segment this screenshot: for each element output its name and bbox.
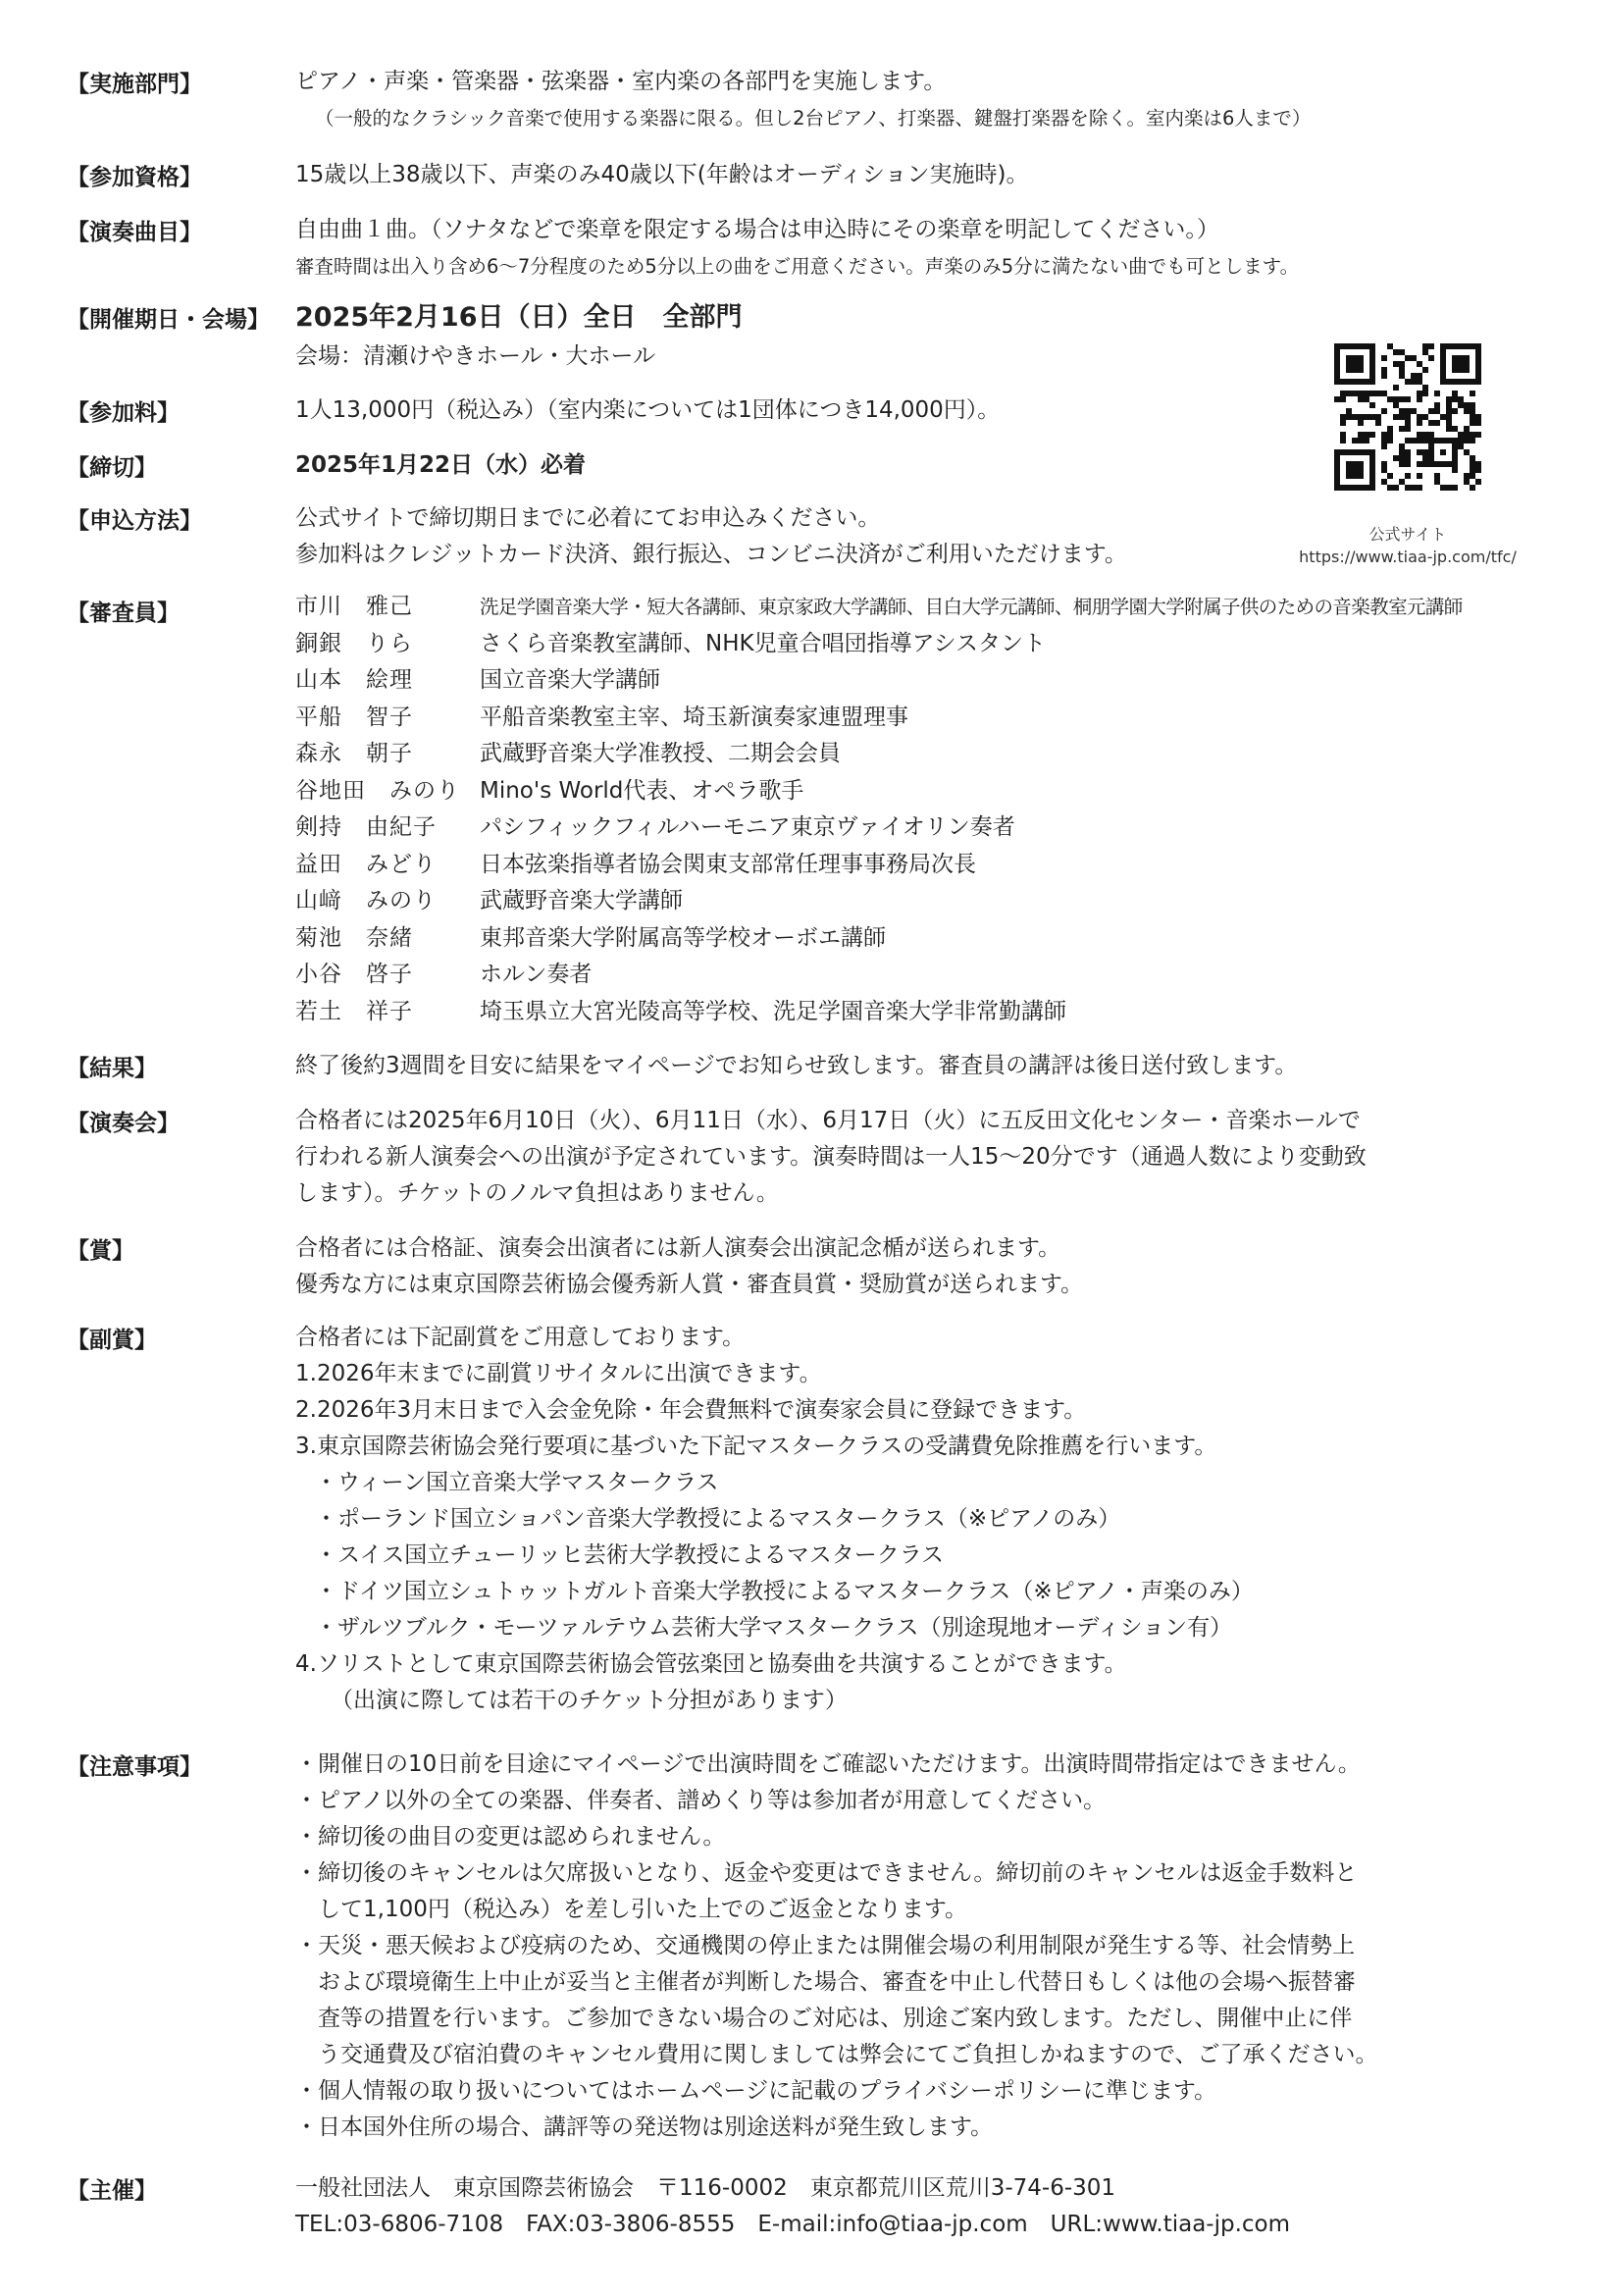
text-line: 自由曲１曲。（ソナタなどで楽章を限定する場合は申込時にその楽章を明記してください。） [295,217,1219,242]
judge-row [295,847,1528,884]
organizer-address: 一般社団法人 東京国際芸術協会 〒116-0002 東京都荒川区荒川3-74-6-301 [295,2175,1116,2201]
text-line: 4.ソリストとして東京国際芸術協会管弦楽団と協奏曲を共演することができます。 [295,1651,1127,1677]
qr-url[interactable]: https://www.tiaa-jp.com/tfc/ [1299,548,1517,566]
section-body [295,1230,1528,1303]
text-line: 審査時間は出入り含め6〜7分程度のため5分以上の曲をご用意ください。声楽のみ5分に満たない曲でも可とします。 [295,255,1300,278]
deadline-date: 2025年1月22日（水）必着 [295,452,587,478]
judge-name: 若土 祥子 [295,998,413,1024]
qr-code-graphic [1334,343,1481,491]
section-body [295,1747,1528,2146]
section-label: 【結果】 [67,1056,157,1081]
section-body [295,1103,1528,1212]
section-label: 【申込方法】 [67,508,202,534]
section-label: 【演奏曲目】 [67,220,202,245]
judge-role: 武蔵野音楽大学講師 [480,888,683,913]
judge-list [295,589,1528,1030]
judge-row [295,662,1528,700]
judge-name: 市川 雅己 [295,594,413,619]
qr-caption: 公式サイト [1368,525,1447,544]
judge-name: 小谷 啓子 [295,962,413,987]
section-label: 【注意事項】 [67,1754,202,1780]
list-item: ・スイス国立チューリッヒ芸術大学教授によるマスタークラス [315,1542,945,1568]
text-line: 15歳以上38歳以下、声楽のみ40歳以下(年齢はオーディション実施時)。 [295,162,1029,187]
text-line: 3.東京国際芸術協会発行要項に基づいた下記マスタークラスの受講費免除推薦を行います。 [295,1434,1217,1459]
note-item: ・開催日の10日前を目途にマイページで出演時間をご確認いただけます。出演時間帯指定はできません。 [295,1751,1361,1777]
list-item: ・ザルツブルク・モーツァルテウム芸術大学マスタークラス（別途現地オーディション有） [315,1615,1233,1641]
judge-role: 国立音楽大学講師 [480,667,660,693]
judge-role: 東邦音楽大学附属高等学校オーボエ講師 [480,924,886,951]
judge-row [295,994,1528,1031]
judge-role: 武蔵野音楽大学准教授、二期会会員 [480,741,841,766]
judge-role: 平船音楽教室主宰、埼玉新演奏家連盟理事 [480,704,908,730]
section-body [295,212,1528,285]
venue: 会場：清瀬けやきホール・大ホール [295,343,656,369]
section-label: 【副賞】 [67,1328,157,1353]
text-line: （出演に際しては若干のチケット分担があります） [331,1688,848,1713]
judge-name: 森永 朝子 [295,741,413,766]
note-item: ・ピアノ以外の全ての楽器、伴奏者、譜めくり等は参加者が用意してください。 [295,1788,1107,1813]
section-label: 【審査員】 [67,600,180,626]
judge-name: 益田 みどり [295,851,437,877]
judge-row [295,809,1528,847]
event-date: 2025年2月16日（日）全日 全部門 [295,302,743,333]
text-line: 1.2026年末までに副賞リサイタルに出演できます。 [295,1361,822,1386]
judge-role: Mino's World代表、オペラ歌手 [480,777,804,804]
judge-role: ホルン奏者 [480,962,593,987]
judge-role: 日本弦楽指導者協会関東支部常任理事事務局次長 [480,851,976,877]
judge-row [295,589,1528,626]
note-item: ・個人情報の取り扱いについてはホームページに記載のプライバシーポリシーに準じます。 [295,2078,1217,2104]
list-item: ・ウィーン国立音楽大学マスタークラス [315,1470,719,1495]
note-item: して1,100円（税込み）を差し引いた上でのご返金となります。 [295,1897,968,1922]
judge-row [295,773,1528,810]
text-line: 優秀な方には東京国際芸術協会優秀新人賞・審査員賞・奨励賞が送られます。 [295,1272,1084,1297]
text-line: 2.2026年3月末日まで入会金免除・年会費無料で演奏家会員に登録できます。 [295,1397,1087,1423]
judge-role: パシフィックフィルハーモニア東京ヴァイオリン奏者 [480,814,1015,840]
text-line: 1人13,000円（税込み）（室内楽については1団体につき14,000円）。 [295,397,1001,423]
judge-name: 菊池 奈緒 [295,924,413,951]
judge-name: 剣持 由紀子 [295,814,437,840]
judge-row [295,700,1528,737]
note-item: ・天災・悪天候および疫病のため、交通機関の停止または開催会場の利用制限が発生する等、社会情勢上 [295,1933,1356,1958]
section-label: 【演奏会】 [67,1111,180,1136]
judge-name: 平船 智子 [295,704,413,730]
judge-name: 山本 絵理 [295,667,413,693]
judge-name: 銅銀 りら [295,630,413,656]
note-item: および環境衛生上中止が妥当と主催者が判断した場合、審査を中止し代替日もしくは他の会場へ振替審 [295,1969,1356,1995]
judge-row [295,736,1528,773]
text-line: 合格者には2025年6月10日（火）、6月11日（水）、6月17日（火）に五反田文化センター・音楽ホールで [295,1108,1361,1133]
judge-row [295,883,1528,920]
section-label: 【締切】 [67,455,157,481]
text-line: 終了後約3週間を目安に結果をマイページでお知らせ致します。審査員の講評は後日送付致します。 [295,1053,1298,1078]
section-body [295,157,1528,193]
text-line: 公式サイトで締切期日までに必着にてお申込みください。 [295,505,881,531]
qr-code-icon[interactable] [1334,343,1481,491]
section-body [295,1048,1528,1084]
judge-row [295,920,1528,958]
text-line: 行われる新人演奏会への出演が予定されています。演奏時間は一人15〜20分です（通過人数により変動致 [295,1144,1367,1170]
section-body [295,1320,1528,1719]
judge-role: 埼玉県立大宮光陵高等学校、洗足学園音楽大学非常勤講師 [480,998,1066,1024]
section-label: 【参加料】 [67,400,180,426]
note-item: ・締切後の曲目の変更は認められません。 [295,1824,726,1850]
section-label: 【開催期日・会場】 [67,307,270,333]
judge-role: 洗足学園音楽大学・短大各講師、東京家政大学講師、目白大学元講師、桐朋学園大学附属子供のための音楽教室元講師 [480,596,1463,618]
organizer-contact: TEL:03-6806-7108 FAX:03-3806-8555 E-mail:info@tiaa-jp.com URL:www.tiaa-jp.com [295,2212,1291,2237]
text-line: 参加料はクレジットカード決済、銀行振込、コンビニ決済がご利用いただけます。 [295,542,1127,567]
judge-row [295,626,1528,663]
text-line: 合格者には下記副賞をご用意しております。 [295,1325,746,1350]
judge-role: さくら音楽教室講師、NHK児童合唱団指導アシスタント [480,630,1046,656]
list-item: ・ドイツ国立シュトゥットガルト音楽大学教授によるマスタークラス（※ピアノ・声楽のみ） [315,1579,1254,1604]
section-label: 【主催】 [67,2178,157,2204]
section-label: 【実施部門】 [67,72,202,97]
judge-name: 山﨑 みのり [295,888,437,913]
note-item: う交通費及び宿泊費のキャンセル費用に関しましては弊会にてご負担しかねますので、ご了承ください。 [295,2042,1378,2067]
list-item: ・ポーランド国立ショパン音楽大学教授によるマスタークラス（※ピアノのみ） [315,1506,1121,1532]
text-line: （一般的なクラシック音楽で使用する楽器に限る。但し2台ピアノ、打楽器、鍵盤打楽器を除く。室内楽は6人まで） [315,107,1312,130]
text-line: します）。チケットのノルマ負担はありません。 [295,1180,779,1206]
note-item: ・締切後のキャンセルは欠席扱いとなり、返金や変更はできません。締切前のキャンセルは返金手数料と [295,1860,1358,1886]
section-label: 【参加資格】 [67,165,202,190]
note-item: ・日本国外住所の場合、講評等の発送物は別途送料が発生致します。 [295,2114,994,2140]
text-line: ピアノ・声楽・管楽器・弦楽器・室内楽の各部門を実施します。 [295,69,947,94]
judge-row [295,957,1528,994]
section-label: 【賞】 [67,1238,134,1264]
text-line: 合格者には合格証、演奏会出演者には新人演奏会出演記念楯が送られます。 [295,1235,1061,1261]
section-body [295,64,1528,136]
judge-name: 谷地田 みのり [295,777,460,804]
section-body [295,2170,1528,2243]
note-item: 査等の措置を行います。ご参加できない場合のご対応は、別途ご案内致します。ただし、開催中止に伴 [295,2006,1353,2031]
